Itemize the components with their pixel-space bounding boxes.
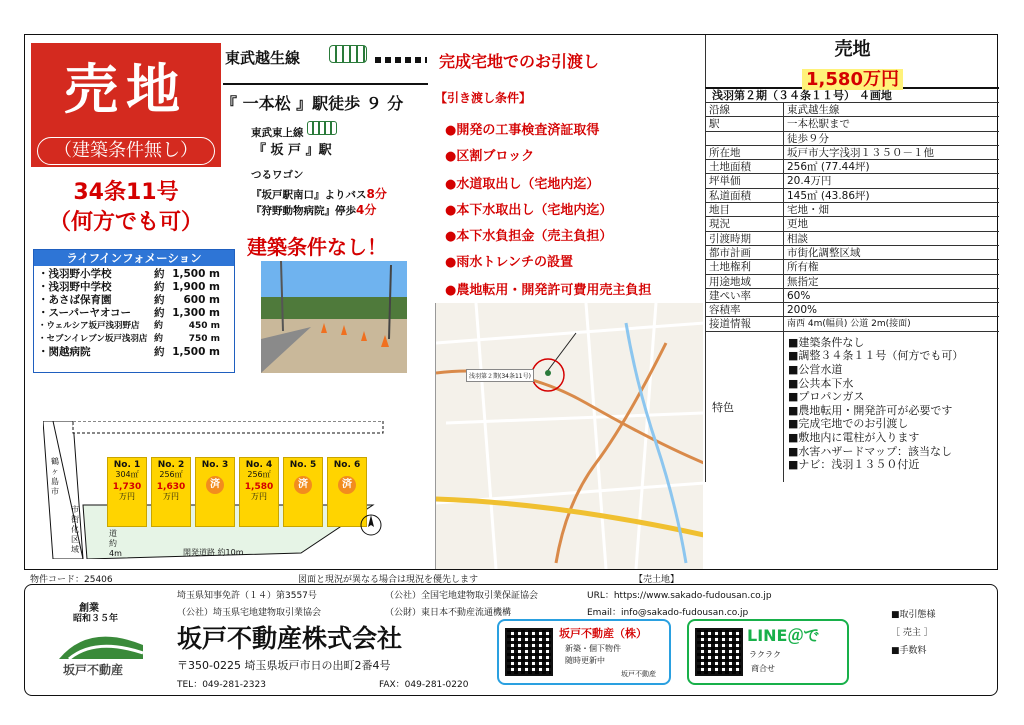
company-footer [24, 584, 998, 696]
table-row: 都市計画 市街化調整区域 [706, 246, 999, 260]
no-build-condition: 建築条件なし！ [247, 235, 387, 259]
assoc1: （公社）全国宅地建物取引業保証協会 [385, 591, 539, 601]
sold-stamp: 済 [338, 476, 356, 494]
train-icon [307, 121, 337, 135]
life-item: ・セブンイレブン坂戸浅羽店 約 750 m [38, 334, 220, 344]
bus-route-2 [251, 201, 376, 218]
line1-name: 東武越生線 [225, 49, 301, 67]
qr1-sub2: 随時更新中 [565, 656, 605, 665]
table-row: 容積率 200% [706, 303, 999, 317]
table-row: 建ぺい率 60% [706, 289, 999, 303]
table-row: 引渡時期 相談 [706, 232, 999, 246]
handover-title: 完成宅地でのお引渡し [439, 52, 600, 71]
lot-number: 34条11号 [73, 180, 179, 205]
lot-6: No. 6 済 [327, 457, 367, 527]
bus-route-1-text: 『坂戸駅南口』よりバス [251, 189, 367, 201]
condition-item: ●農地転用・開発許可費用売主負担 [445, 283, 652, 298]
area-map [435, 303, 703, 569]
qr-code-icon [505, 628, 553, 676]
features-list: ■建築条件なし ■調整３４条１１号（何方でも可） ■公営水道 ■公共本下水 ■プロパンガス ■農地転用・開発許可が必要です ■完成宅地でのお引渡し ■敷地内に電柱が入ります ■水害ハザードマップ：該当なし ■ナビ：浅羽１３５０付近 [788, 335, 964, 472]
website-link[interactable]: URL：https://www.sakado-fudousan.co.jp [587, 591, 772, 601]
divider [223, 83, 428, 85]
company-tel: TEL：049-281-2323 [177, 680, 266, 690]
life-item: ・あさば保育園 約 600 m [38, 294, 220, 306]
lot-5: No. 5 済 [283, 457, 323, 527]
bus-route-2-time: 4分 [356, 203, 377, 217]
qr-card-website[interactable] [497, 619, 671, 685]
flyer-sheet [24, 34, 998, 570]
table-row: 坪単価 20.4万円 [706, 174, 999, 188]
rail-icon [375, 57, 427, 63]
station2: 『 坂 戸 』駅 [253, 143, 332, 158]
property-code: 物件コード：25406 [30, 575, 113, 585]
table-row: 駅 一本松駅まで [706, 117, 999, 131]
side-label-zone: 市街化区域 [71, 505, 79, 554]
condition-item: ●本下水取出し（宅地内迄） [445, 203, 613, 218]
train-icon [329, 45, 367, 63]
features-row [706, 332, 999, 482]
table-row: 徒歩９分 [706, 132, 999, 146]
bus-route-1 [251, 185, 387, 202]
map-label: 浅羽第２期(34条11号) [466, 369, 534, 382]
dev-road-label: 開発道路 約10m [183, 548, 244, 557]
lot-4: No. 4 256㎡ 1,580 万円 [239, 457, 279, 527]
sale-subtitle: （建築条件無し） [37, 137, 215, 165]
public-road-label: 道約4m [109, 529, 122, 558]
lot-note: （何方でも可） [48, 210, 203, 235]
sale-badge [31, 43, 221, 167]
company-fax: FAX：049-281-0220 [379, 680, 469, 690]
company-logo [49, 599, 149, 677]
table-project: 浅羽第２期（３４条１１号） ４画地 [705, 87, 999, 103]
life-item: ・浅羽野小学校 約 1,500 m [38, 268, 220, 280]
line-sub1: ラクラク [749, 650, 781, 659]
logo-name: 坂戸不動産 [63, 663, 124, 677]
condition-item: ●本下水負担金（売主負担） [445, 229, 613, 244]
life-item: ・関越病院 約 1,500 m [38, 346, 220, 358]
bus-title: つるワゴン [251, 169, 304, 181]
north-arrow-icon [359, 513, 383, 537]
email-link[interactable]: Email：info@sakado-fudousan.co.jp [587, 608, 749, 618]
life-item: ・浅羽野中学校 約 1,900 m [38, 281, 220, 293]
sale-title: 売地 [64, 58, 188, 121]
table-row: 土地権利 所有権 [706, 260, 999, 274]
life-info-box [33, 249, 235, 373]
qr1-sub1: 新築・個下物件 [565, 644, 621, 653]
spec-table [705, 35, 999, 482]
table-row: 用途地域 無指定 [706, 275, 999, 289]
priority-note: 図面と現況が異なる場合は現況を優先します [298, 575, 479, 585]
lot-3: No. 3 済 [195, 457, 235, 527]
logo-years: 昭和３５年 [73, 614, 119, 624]
qr1-title: 坂戸不動産（株） [559, 627, 647, 640]
condition-item: ●開発の工事検査済証取得 [445, 123, 600, 138]
mountain-logo-icon [59, 623, 143, 659]
qr1-foot: 坂戸不動産 [621, 670, 656, 678]
table-row: 接道情報 南西 4m(幅員) 公道 2m(接面) [706, 317, 999, 331]
life-item: ・ウェルシア坂戸浅羽野店 約 450 m [38, 321, 220, 331]
property-type: 【売土地】 [634, 575, 680, 585]
table-row: 所在地 坂戸市大字浅羽１３５０－１他 [706, 146, 999, 160]
condition-item: ●雨水トレンチの設置 [445, 255, 574, 270]
line-sub2: 商合せ [751, 664, 775, 673]
table-row: 現況 更地 [706, 217, 999, 231]
fee-label: ■手数料 [891, 646, 927, 656]
transaction-type-label: ■取引態様 [891, 610, 936, 620]
qr-card-line[interactable] [687, 619, 849, 685]
bus-route-1-time: 8分 [366, 187, 387, 201]
table-price: 1,580万円 [705, 65, 999, 87]
line-title: LINE＠で [747, 626, 820, 645]
sold-stamp: 済 [294, 476, 312, 494]
line2-name: 東武東上線 [251, 127, 304, 139]
sold-stamp: 済 [206, 476, 224, 494]
bus-route-2-text: 『狩野動物病院』停歩 [251, 205, 356, 217]
site-photo [261, 261, 407, 373]
table-rows [705, 103, 999, 482]
assoc3: （公財）東日本不動産流通機構 [385, 608, 512, 618]
company-name: 坂戸不動産株式会社 [177, 624, 403, 653]
table-row: 沿線 東武越生線 [706, 103, 999, 117]
life-info-title: ライフインフォメーション [34, 250, 234, 266]
condition-item: ●区割ブロック [445, 149, 535, 164]
table-row: 私道面積 145㎡ (43.86坪) [706, 189, 999, 203]
station1: 『 一本松 』駅徒歩 ９ 分 [221, 94, 404, 113]
side-label-city: 鶴ヶ島市 [51, 457, 59, 496]
logo-founded: 創業 [79, 603, 99, 614]
table-title: 売地 [705, 35, 999, 65]
qr-code-icon [695, 628, 743, 676]
life-item: ・スーパーヤオコー 約 1,300 m [38, 307, 220, 319]
conditions-title: 【引き渡し条件】 [435, 91, 532, 105]
transaction-type: ［ 売主 ］ [891, 628, 933, 638]
company-address: 〒350-0225 埼玉県坂戸市日の出町2番4号 [177, 659, 391, 672]
lot-1: No. 1 304㎡ 1,730 万円 [107, 457, 147, 527]
assoc2: （公社）埼玉県宅地建物取引業協会 [177, 608, 322, 618]
license: 埼玉県知事免許（１４）第3557号 [177, 591, 317, 601]
condition-item: ●水道取出し（宅地内迄） [445, 177, 600, 192]
table-row: 地目 宅地・畑 [706, 203, 999, 217]
lot-2: No. 2 256㎡ 1,630 万円 [151, 457, 191, 527]
features-key: 特色 [706, 332, 784, 482]
table-row: 土地面積 256㎡ (77.44坪) [706, 160, 999, 174]
plot-plan [43, 421, 403, 559]
